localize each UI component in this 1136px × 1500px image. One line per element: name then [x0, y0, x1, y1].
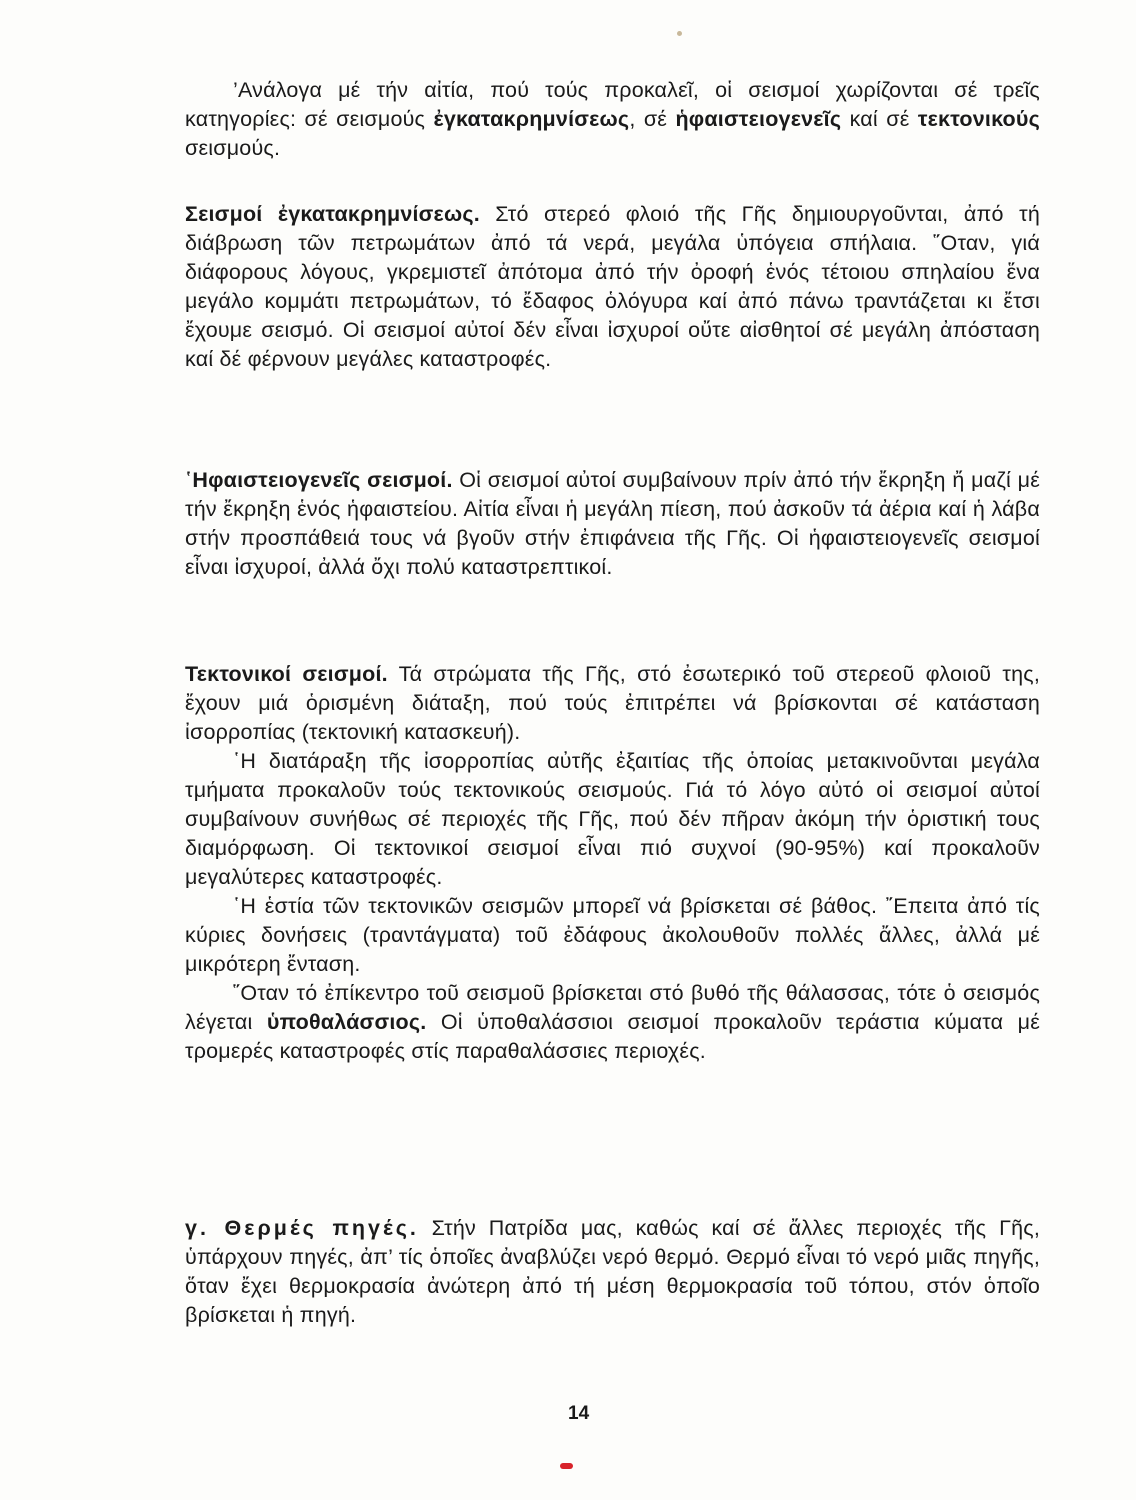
print-speck: [677, 31, 682, 36]
red-ink-mark: [560, 1463, 573, 1469]
tectonic-heading: Τεκτονικοί σεισμοί.: [185, 662, 388, 686]
intro-paragraph: [185, 76, 1040, 163]
tectonic-paragraph-3: ῾Η ἑστία τῶν τεκτονικῶν σεισμῶν μπορεῖ νά βρίσκεται σέ βάθος. ῎Επειτα ἀπό τίς κύριες δονήσεις (τραντάγματα) τοῦ ἐδάφους ἀκολουθοῦν πολλές ἄλλες, ἀλλά μέ μικρότερη ἔνταση.: [185, 894, 1040, 976]
springs-heading: γ. Θερμές πηγές.: [185, 1216, 419, 1240]
tectonic-paragraph-2: ῾Η διατάραξη τῆς ἰσορροπίας αὐτῆς ἐξαιτίας τῆς ὁποίας μετακινοῦνται μεγάλα τμήματα προκαλοῦν τούς τεκτονικούς σεισμούς. Γιά τό λόγο αὐτό οἱ σεισμοί αὐτοί συμβαίνουν συνήθως σέ περιοχές τῆς Γῆς, πού δέν πῆραν ἀκόμη τήν ὁριστική τους διαμόρφωση. Οἱ τεκτονικοί σεισμοί εἶναι πιό συχνοί (90-95%) καί προκαλοῦν μεγαλύτερες καταστροφές.: [185, 749, 1040, 889]
tectonic-body: Τά στρώματα τῆς Γῆς, στό ἐσωτερικό τοῦ στερεοῦ φλοιοῦ της, ἔχουν μιά ὁρισμένη διάταξη, πού τούς ἐπιτρέπει νά βρίσκονται σέ κατάσταση ἰσορροπίας (τεκτονική κατασκευή).: [185, 662, 1040, 744]
term-volcanic: ἡφαιστειογενεῖς: [675, 107, 842, 131]
volcanic-heading: ῾Ηφαιστειογενεῖς σεισμοί.: [185, 468, 453, 492]
volcanic-paragraph: [185, 466, 1040, 582]
tectonic-paragraph-4: ῞Οταν τό ἐπίκεντρο τοῦ σεισμοῦ βρίσκεται στό βυθό τῆς θάλασσας, τότε ὁ σεισμός λέγεται ὑποθαλάσσιος. Οἱ ὑποθαλάσσιοι σεισμοί προκαλοῦν τεράστια κύματα μέ τρομερές καταστροφές στίς παραθαλάσσιες περιοχές.: [185, 981, 1040, 1063]
springs-paragraph: [185, 1214, 1040, 1330]
intro-text: ’Ανάλογα μέ τήν αἰτία, πού τούς προκαλεῖ, οἱ σεισμοί χωρίζονται σέ τρεῖς κατηγορίες: σέ σεισμούς ἐγκατακρημνίσεως, σέ ἡφαιστειογενεῖς καί σέ τεκτονικούς σεισμούς.: [185, 78, 1040, 160]
springs-body: Στήν Πατρίδα μας, καθώς καί σέ ἄλλες περιοχές τῆς Γῆς, ὑπάρχουν πηγές, ἀπ’ τίς ὁποῖες ἀναβλύζει νερό θερμό. Θερμό εἶναι τό νερό μιᾶς πηγῆς, ὅταν ἔχει θερμοκρασία ἀνώτερη ἀπό τή μέση θερμοκρασία τοῦ τόπου, στόν ὁποῖο βρίσκεται ἡ πηγή.: [185, 1216, 1041, 1327]
section-volcanic-earthquakes: [185, 466, 1040, 582]
collapse-body: Στό στερεό φλοιό τῆς Γῆς δημιουργοῦνται, ἀπό τή διάβρωση τῶν πετρωμάτων ἀπό τά νερά, μεγάλα ὑπόγεια σπήλαια. ῞Οταν, γιά διάφορους λόγους, γκρεμιστεῖ ἀπότομα ἀπό τήν ὀροφή ἑνός τέτοιου σπηλαίου ἕνα μεγάλο κομμάτι πετρωμάτων, τό ἔδαφος ὁλόγυρα καί ἀπό πάνω τραντάζεται κι ἔτσι ἔχουμε σεισμό. Οἱ σεισμοί αὐτοί δέν εἶναι ἰσχυροί οὔτε αἰσθητοί σέ μεγάλη ἀπόσταση καί δέ φέρνουν μεγάλες καταστροφές.: [185, 202, 1040, 371]
section-collapse-earthquakes: [185, 200, 1040, 374]
section-hot-springs: [185, 1214, 1040, 1330]
collapse-heading: Σεισμοί ἐγκατακρημνίσεως.: [185, 202, 480, 226]
term-tectonic: τεκτονικούς: [917, 107, 1040, 131]
section-tectonic-earthquakes: [185, 660, 1040, 1066]
page-number: 14: [568, 1403, 590, 1424]
volcanic-body: Οἱ σεισμοί αὐτοί συμβαίνουν πρίν ἀπό τήν ἔκρηξη ἤ μαζί μέ τήν ἔκρηξη ἑνός ἡφαιστείου. Αἰτία εἶναι ἡ μεγάλη πίεση, πού ἀσκοῦν τά ἀέρια καί ἡ λάβα στήν προσπάθειά τους νά βγοῦν στήν ἐπιφάνεια τῆς Γῆς. Οἱ ἡφαιστειογενεῖς σεισμοί εἶναι ἰσχυροί, ἀλλά ὄχι πολύ καταστρεπτικοί.: [185, 468, 1041, 579]
tectonic-paragraph-1: [185, 660, 1040, 747]
collapse-paragraph: [185, 200, 1040, 374]
term-undersea: ὑποθαλάσσιος.: [266, 1010, 427, 1034]
term-collapse: ἐγκατακρημνίσεως: [433, 107, 630, 131]
